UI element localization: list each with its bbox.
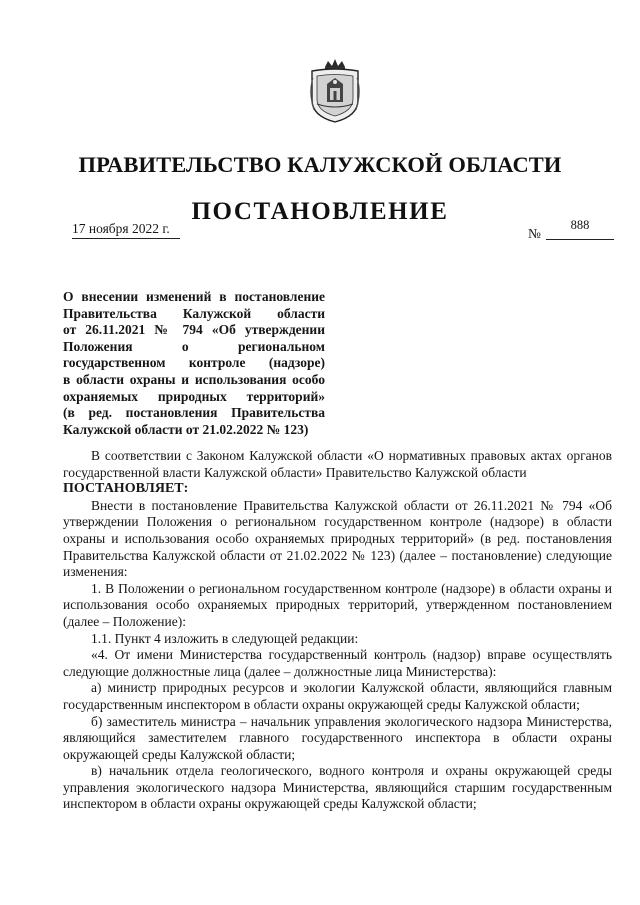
subpoint-b-paragraph: б) заместитель министра – начальник управления экологического надзора Министерства, являющийся заместителем главного государственного инспектора в области охраны окружающей среды Калужской области; (63, 713, 612, 762)
clause-1-1-paragraph: 1.1. Пункт 4 изложить в следующей редакции: (91, 630, 359, 646)
caption-line: охраняемых природных территорий» (63, 388, 325, 404)
caption-line: Положения о региональном (63, 338, 325, 354)
clause-1-paragraph: 1. В Положении о региональном государственном контроле (надзоре) в области охраны и использования особо охраняемых природных территорий, утвержденном постановлением (далее – Положение): (63, 580, 612, 629)
government-title: ПРАВИТЕЛЬСТВО КАЛУЖСКОЙ ОБЛАСТИ (78, 152, 562, 177)
subpoint-a-paragraph: а) министр природных ресурсов и экологии Калужской области, являющийся главным государственным инспектором в области охраны окружающей среды Калужской области; (63, 680, 612, 712)
decree-heading: ПОСТАНОВЛЯЕТ: (63, 481, 189, 497)
document-number: 888 (546, 218, 614, 240)
document-caption (63, 289, 325, 438)
caption-line: Правительства Калужской области (63, 305, 325, 321)
caption-line: от 26.11.2021 № 794 «Об утверждении (63, 322, 325, 338)
subpoint-v-paragraph: в) начальник отдела геологического, водного контроля и охраны окружающей среды управления экологического надзора Министерства, являющийся старшим государственным инспектором в области охраны окружающей среды Калужской области; (63, 763, 612, 812)
amendment-intro-paragraph: Внести в постановление Правительства Калужской области от 26.11.2021 № 794 «Об утверждении Положения о региональном государственном контроле (надзоре) в области охраны и использования особо охраняемых природных территорий» (в ред. постановления Правительства Калужской области от 21.02.2022 № 123) (далее – постановление) следующие изменения: (63, 497, 612, 580)
caption-line: Калужской области от 21.02.2022 № 123) (63, 421, 309, 437)
number-label: № (528, 226, 541, 241)
coat-of-arms-icon (308, 58, 362, 124)
document-date: 17 ноября 2022 г. (72, 221, 180, 239)
caption-line: (в ред. постановления Правительства (63, 405, 325, 421)
preamble-paragraph: В соответствии с Законом Калужской области «О нормативных правовых актах органов государственной власти Калужской области» Правительство Калужской области (63, 448, 612, 480)
document-type-title: ПОСТАНОВЛЕНИЕ (191, 198, 449, 225)
caption-line: О внесении изменений в постановление (63, 289, 325, 304)
document-body (63, 448, 612, 813)
caption-line: государственном контроле (надзоре) (63, 355, 325, 371)
point-4-paragraph: «4. От имени Министерства государственный контроль (надзор) вправе осуществлять следующие должностные лица (далее – должностные лица Министерства): (63, 647, 612, 679)
caption-line: в области охраны и использования особо (63, 371, 325, 387)
